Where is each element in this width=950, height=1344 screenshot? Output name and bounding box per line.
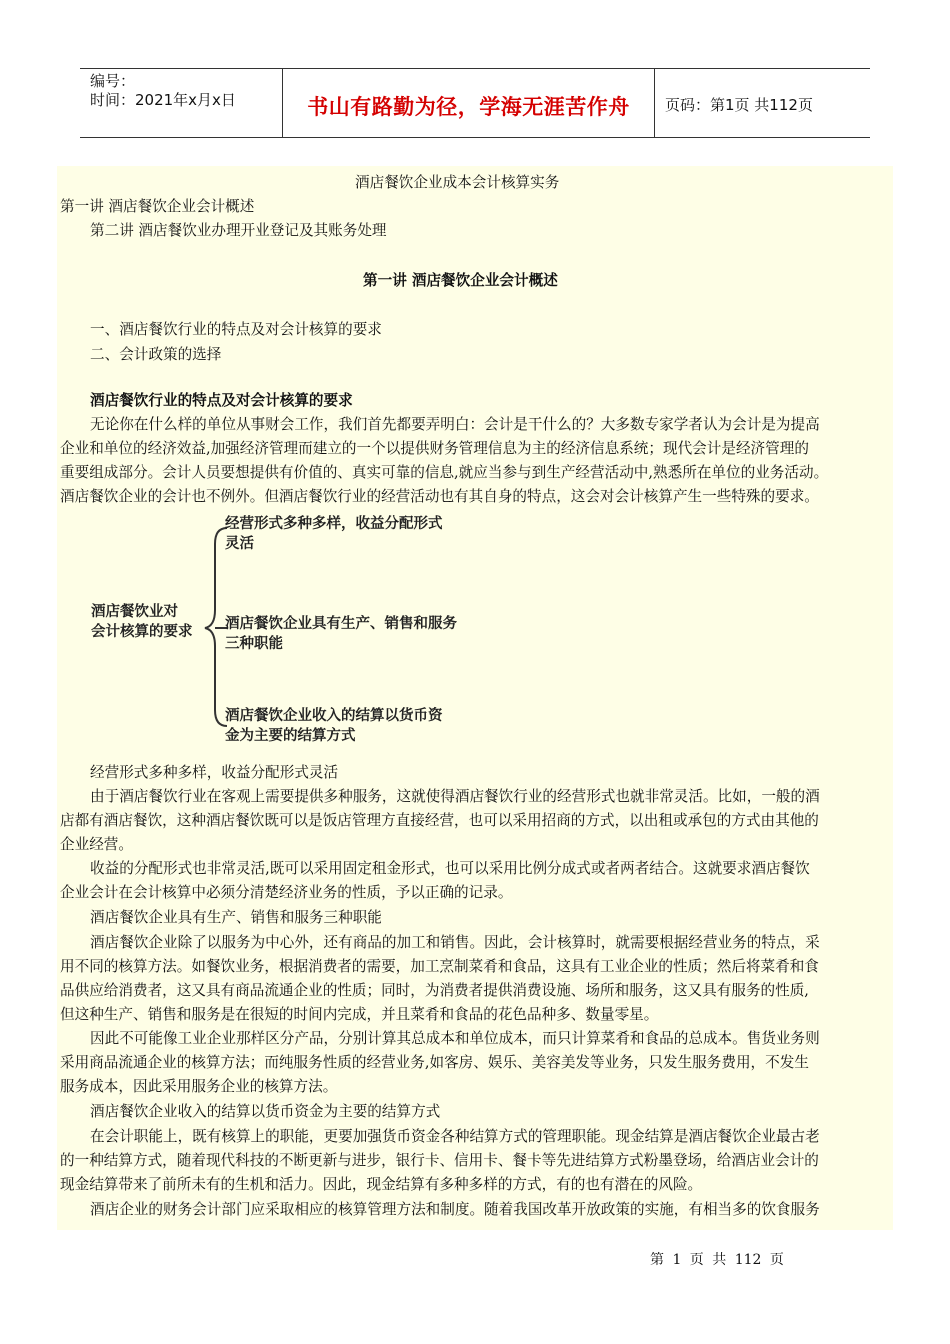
mindmap-root-line: 酒店餐饮业对: [91, 604, 178, 620]
paragraph-line: 服务成本，因此采用服务企业的核算方法。: [60, 1078, 338, 1095]
motto: 书山有路勤为径，学海无涯苦作舟: [307, 95, 630, 119]
paragraph-line: 的一种结算方式，随着现代科技的不断更新与进步，银行卡、信用卡、餐卡等先进结算方式粉墨登场，给酒店业会计的: [60, 1152, 819, 1169]
paragraph-line: 酒店餐饮企业的会计也不例外。但酒店餐饮行业的经营活动也有其自身的特点，这会对会计核算产生一些特殊的要求。: [60, 488, 819, 505]
paragraph-line: 无论你在什么样的单位从事财会工作，我们首先都要弄明白：会计是干什么的？大多数专家学者认为会计是为提高: [90, 416, 820, 433]
paragraph-line: 酒店餐饮企业除了以服务为中心外，还有商品的加工和销售。因此，会计核算时，就需要根据经营业务的特点，采: [90, 934, 820, 951]
paragraph-line: 但这种生产、销售和服务是在很短的时间内完成，并且菜肴和食品的花色品种多、数量零星。: [60, 1006, 659, 1023]
paragraph-line: 酒店企业的财务会计部门应采取相应的核算管理方法和制度。随着我国改革开放政策的实施，有相当多的饮食服务: [90, 1201, 820, 1218]
document-header: [80, 68, 870, 138]
toc-item: 第二讲 酒店餐饮业办理开业登记及其账务处理: [90, 222, 387, 239]
header-center-cell: [283, 69, 655, 137]
mindmap-branch: [225, 514, 443, 554]
mindmap-root-line: 会计核算的要求: [91, 624, 193, 640]
paragraph-line: 用不同的核算方法。如餐饮业务，根据消费者的需要，加工烹制菜肴和食品，这具有工业企业的性质；然后将菜肴和食: [60, 958, 819, 975]
mindmap-branch: [225, 706, 443, 746]
paragraph-line: 企业和单位的经济效益,加强经济管理而建立的一个以提供财务管理信息为主的经济信息系统；现代会计是经济管理的: [60, 440, 809, 457]
section-heading: 第一讲 酒店餐饮企业会计概述: [363, 272, 558, 289]
header-right-cell: [655, 69, 870, 137]
page-info: 页码：第1页 共112页: [665, 96, 813, 114]
mindmap-branch: [225, 614, 457, 654]
toc-item: 第一讲 酒店餐饮企业会计概述: [60, 198, 255, 215]
mindmap-branch-line: 酒店餐饮企业具有生产、销售和服务: [225, 616, 457, 632]
sub-heading: 酒店餐饮行业的特点及对会计核算的要求: [90, 392, 353, 409]
number-label: 编号：: [90, 72, 136, 90]
mindmap-branch-line: 灵活: [225, 536, 254, 552]
paragraph-line: 企业经营。: [60, 836, 133, 853]
paragraph-line: 店都有酒店餐饮，这种酒店餐饮既可以是饭店管理方直接经营，也可以采用招商的方式，以出租或承包的方式由其他的: [60, 812, 819, 829]
topic-heading: 经营形式多种多样，收益分配形式灵活: [90, 764, 339, 781]
paragraph-line: 重要组成部分。会计人员要想提供有价值的、真实可靠的信息,就应当参与到生产经营活动中,熟悉所在单位的业务活动。: [60, 464, 829, 481]
outline-item: 一、酒店餐饮行业的特点及对会计核算的要求: [90, 321, 382, 338]
topic-heading: 酒店餐饮企业具有生产、销售和服务三种职能: [90, 909, 382, 926]
paragraph-line: 由于酒店餐饮行业在客观上需要提供多种服务，这就使得酒店餐饮行业的经营形式也就非常灵活。比如，一般的酒: [90, 788, 820, 805]
paragraph-line: 企业会计在会计核算中必须分清楚经济业务的性质，予以正确的记录。: [60, 884, 513, 901]
paragraph-line: 品供应给消费者，这又具有商品流通企业的性质；同时，为消费者提供消费设施、场所和服务，这又具有服务的性质,: [60, 982, 809, 999]
outline-item: 二、会计政策的选择: [90, 346, 222, 363]
header-left-cell: [80, 69, 283, 137]
mindmap-branch-line: 金为主要的结算方式: [225, 728, 356, 744]
mindmap-branch-line: 酒店餐饮企业收入的结算以货币资: [225, 708, 443, 724]
mindmap-branch-line: 三种职能: [225, 636, 283, 652]
time-label: 时间：2021年x月x日: [90, 91, 236, 109]
mindmap-branch-line: 经营形式多种多样，收益分配形式: [225, 516, 443, 532]
document-title: 酒店餐饮企业成本会计核算实务: [355, 174, 560, 191]
paragraph-line: 采用商品流通企业的核算方法；而纯服务性质的经营业务,如客房、娱乐、美容美发等业务，只发生服务费用，不发生: [60, 1054, 809, 1071]
paragraph-line: 收益的分配形式也非常灵活,既可以采用固定租金形式，也可以采用比例分成式或者两者结合。这就要求酒店餐饮: [90, 860, 810, 877]
paragraph-line: 现金结算带来了前所未有的生机和活力。因此，现金结算有多种多样的方式，有的也有潜在的风险。: [60, 1176, 703, 1193]
page-footer: 第 1 页 共 112 页: [650, 1252, 784, 1268]
mindmap-root: [91, 602, 193, 642]
mindmap-diagram: [85, 510, 515, 750]
paragraph-line: 在会计职能上，既有核算上的职能，更要加强货币资金各种结算方式的管理职能。现金结算是酒店餐饮企业最古老: [90, 1128, 820, 1145]
topic-heading: 酒店餐饮企业收入的结算以货币资金为主要的结算方式: [90, 1103, 441, 1120]
paragraph-line: 因此不可能像工业企业那样区分产品，分别计算其总成本和单位成本，而只计算菜肴和食品的总成本。售货业务则: [90, 1030, 820, 1047]
